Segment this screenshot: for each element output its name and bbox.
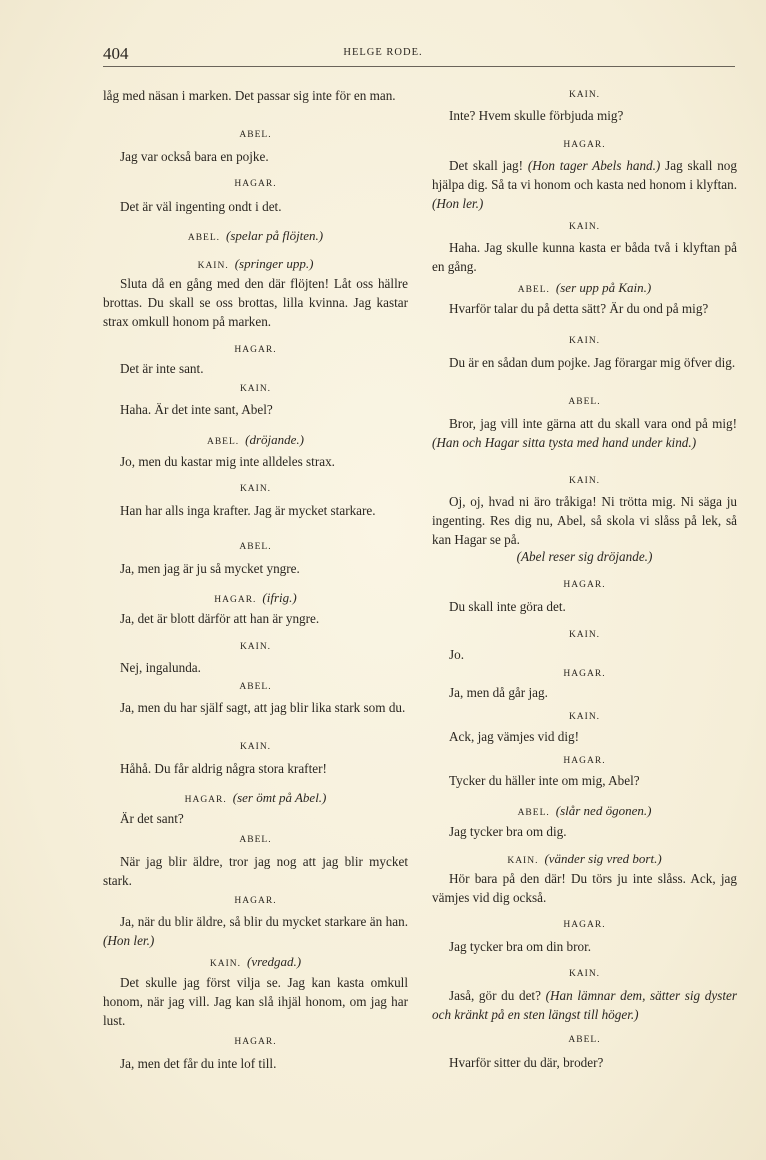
dialogue-line [103, 147, 408, 166]
speaker-name: KAIN. [239, 484, 272, 494]
speaker-heading [432, 278, 737, 300]
speaker-name: KAIN. [568, 712, 601, 722]
speaker-name: ABEL. [239, 835, 272, 845]
inline-stage-direction: (Hon ler.) [103, 933, 155, 948]
speaker-heading [432, 393, 737, 412]
dialogue-line [103, 559, 408, 578]
speaker-heading [103, 678, 408, 697]
dialogue-text: Han har alls inga krafter. Jag är mycket starkare. [120, 503, 376, 518]
dialogue-line [432, 156, 737, 213]
speaker-heading [103, 952, 408, 974]
dialogue-line [103, 759, 408, 778]
speaker-heading [103, 380, 408, 399]
stage-direction: (ser ömt på Abel.) [232, 790, 327, 805]
speaker-name: HAGAR. [234, 896, 277, 906]
dialogue-line [432, 937, 737, 956]
dialogue-text: Ja, men det får du inte lof till. [120, 1056, 277, 1071]
running-head: HELGE RODE. [343, 47, 423, 58]
speaker-heading [432, 86, 737, 105]
dialogue-line [103, 852, 408, 890]
dialogue-line [103, 698, 408, 717]
stage-direction: (slår ned ögonen.) [555, 803, 652, 818]
speaker-name: KAIN. [568, 630, 601, 640]
speaker-name: HAGAR. [214, 595, 257, 605]
speaker-name: HAGAR. [563, 669, 606, 679]
speaker-heading [103, 738, 408, 757]
speaker-heading [103, 430, 408, 452]
stage-direction: (dröjande.) [245, 432, 305, 447]
speaker-name: HAGAR. [234, 345, 277, 355]
speaker-heading [432, 626, 737, 645]
speaker-heading [103, 126, 408, 145]
speaker-name: HAGAR. [563, 756, 606, 766]
speaker-name: ABEL. [517, 808, 550, 818]
dialogue-line [432, 414, 737, 452]
speaker-name: KAIN. [568, 336, 601, 346]
speaker-heading [103, 480, 408, 499]
dialogue-line [103, 809, 408, 828]
speaker-name: ABEL. [239, 130, 272, 140]
dialogue-text: Ja, det är blott därför att han är yngre. [120, 611, 320, 626]
dialogue-line [103, 197, 408, 216]
speaker-heading [103, 892, 408, 911]
dialogue-line [432, 299, 737, 318]
speaker-name: KAIN. [239, 384, 272, 394]
dialogue-text: Jag tycker bra om dig. [449, 824, 567, 839]
speaker-heading [432, 708, 737, 727]
stage-direction: (Abel reser sig dröjande.) [516, 549, 653, 564]
stage-direction: (vredgad.) [247, 954, 302, 969]
dialogue-line [103, 452, 408, 471]
speaker-name: HAGAR. [563, 580, 606, 590]
dialogue-text: Jo. [449, 647, 465, 662]
speaker-heading [432, 752, 737, 771]
dialogue-text: Hör bara på den där! Du törs ju inte slåss. Ack, jag vämjes vid dig också. [432, 871, 737, 905]
speaker-name: ABEL. [239, 682, 272, 692]
dialogue-text: Ja, men jag är ju så mycket yngre. [120, 561, 300, 576]
dialogue-line [432, 106, 737, 125]
dialogue-text: Jaså, gör du det? [449, 988, 546, 1003]
speaker-name: HAGAR. [563, 920, 606, 930]
dialogue-line [432, 869, 737, 907]
speaker-name: KAIN. [568, 90, 601, 100]
dialogue-text: Ack, jag vämjes vid dig! [449, 729, 580, 744]
speaker-heading [103, 638, 408, 657]
dialogue-line [103, 912, 408, 950]
dialogue-line [103, 400, 408, 419]
speaker-heading [432, 1031, 737, 1050]
stage-direction: (vänder sig vred bort.) [544, 851, 662, 866]
stage-direction: (spelar på flöjten.) [226, 228, 324, 243]
dialogue-text: Bror, jag vill inte gärna att du skall vara ond på mig! [449, 416, 737, 431]
dialogue-line [103, 86, 408, 105]
speaker-name: KAIN. [239, 742, 272, 752]
speaker-heading [103, 226, 408, 248]
dialogue-text: Jo, men du kastar mig inte alldeles strax. [120, 454, 335, 469]
speaker-name: ABEL. [517, 285, 550, 295]
dialogue-text: Hvarför talar du på detta sätt? Är du ond på mig? [449, 301, 709, 316]
speaker-heading [103, 788, 408, 810]
speaker-heading [432, 665, 737, 684]
dialogue-text: Det skall jag! [449, 158, 528, 173]
speaker-heading [103, 538, 408, 557]
dialogue-line [432, 1053, 737, 1072]
speaker-heading [432, 801, 737, 823]
dialogue-text: Haha. Jag skulle kunna kasta er båda två i klyftan på en gång. [432, 240, 737, 274]
dialogue-text: Nej, ingalunda. [120, 660, 201, 675]
dialogue-text: Du skall inte göra det. [449, 599, 566, 614]
inline-stage-direction: (Han och Hagar sitta tysta med hand under kind.) [432, 435, 697, 450]
speaker-heading [103, 175, 408, 194]
dialogue-text: Ja, men du har själf sagt, att jag blir lika stark som du. [120, 700, 406, 715]
speaker-name: KAIN. [507, 856, 539, 866]
dialogue-line [103, 274, 408, 331]
speaker-name: KAIN. [568, 222, 601, 232]
dialogue-line [432, 771, 737, 790]
dialogue-line [432, 727, 737, 746]
speaker-heading [432, 472, 737, 491]
speaker-heading [432, 849, 737, 871]
dialogue-line [103, 609, 408, 628]
dialogue-text: Jag tycker bra om din bror. [449, 939, 592, 954]
speaker-name: KAIN. [568, 969, 601, 979]
speaker-name: HAGAR. [234, 179, 277, 189]
speaker-name: ABEL. [206, 437, 240, 447]
speaker-name: HAGAR. [184, 795, 227, 805]
dialogue-line [103, 973, 408, 1030]
dialogue-text: Jag var också bara en pojke. [120, 149, 269, 164]
dialogue-text: Det är inte sant. [120, 361, 204, 376]
inline-stage-direction: (Hon ler.) [432, 196, 484, 211]
stage-direction: (springer upp.) [234, 256, 314, 271]
speaker-heading [103, 341, 408, 360]
dialogue-line [432, 822, 737, 841]
dialogue-line [432, 597, 737, 616]
dialogue-line [432, 238, 737, 276]
speaker-name: ABEL. [568, 397, 601, 407]
speaker-heading [432, 576, 737, 595]
speaker-heading [103, 1033, 408, 1052]
speaker-name: KAIN. [209, 959, 242, 969]
dialogue-line [103, 1054, 408, 1073]
speaker-heading [432, 965, 737, 984]
stage-direction: (ifrig.) [262, 590, 297, 605]
speaker-heading [103, 831, 408, 850]
inline-stage-direction: (Han lämnar dem, sätter sig dyster och kränkt på en sten längst till höger.) [432, 988, 737, 1022]
dialogue-line [432, 645, 737, 664]
speaker-name: HAGAR. [563, 140, 606, 150]
dialogue-text: Ja, när du blir äldre, så blir du mycket starkare än han. [120, 914, 408, 929]
speaker-heading [432, 218, 737, 237]
dialogue-text: Är det sant? [120, 811, 184, 826]
speaker-name: KAIN. [568, 476, 601, 486]
dialogue-text: Sluta då en gång med den där flöjten! Låt oss hällre brottas. Du skall se oss brottas, lilla kvinna. Jag kastar strax omkull honom på marken. [103, 276, 408, 329]
speaker-heading [103, 588, 408, 610]
stage-direction: (ser upp på Kain.) [555, 280, 652, 295]
speaker-name: HAGAR. [234, 1037, 277, 1047]
dialogue-text: Det är väl ingenting ondt i det. [120, 199, 282, 214]
dialogue-text: När jag blir äldre, tror jag nog att jag blir mycket stark. [103, 854, 408, 888]
dialogue-text: Haha. Är det inte sant, Abel? [120, 402, 273, 417]
dialogue-text: Hvarför sitter du där, broder? [449, 1055, 604, 1070]
speaker-name: ABEL. [239, 542, 272, 552]
speaker-name: KAIN. [239, 642, 272, 652]
speaker-heading [432, 916, 737, 935]
dialogue-line [432, 986, 737, 1024]
header-rule [103, 66, 735, 67]
dialogue-text: Jag skall nog hjälpa dig. Så ta vi honom och kasta ned honom i klyftan. [432, 158, 737, 192]
speaker-heading [432, 332, 737, 351]
dialogue-text: Ja, men då går jag. [449, 685, 548, 700]
speaker-name: ABEL. [568, 1035, 601, 1045]
dialogue-line [432, 492, 737, 549]
dialogue-text: Oj, oj, hvad ni äro tråkiga! Ni trötta mig. Ni säga ju ingenting. Res dig nu, Abel, så skola vi slåss på lek, så kan Hagar se på. [432, 494, 737, 547]
dialogue-text: Tycker du häller inte om mig, Abel? [449, 773, 640, 788]
dialogue-line [103, 501, 408, 520]
dialogue-text: Håhå. Du får aldrig några stora krafter! [120, 761, 327, 776]
dialogue-text: låg med näsan i marken. Det passar sig inte för en man. [103, 88, 396, 103]
speaker-heading [103, 254, 408, 276]
dialogue-text: Inte? Hvem skulle förbjuda mig? [449, 108, 624, 123]
dialogue-text: Det skulle jag först vilja se. Jag kan kasta omkull honom, när jag vill. Jag kan slå ihjäl honom, om jag har lust. [103, 975, 408, 1028]
inline-stage-direction: (Hon tager Abels hand.) [527, 158, 661, 173]
speaker-name: ABEL. [187, 233, 221, 243]
dialogue-line [432, 683, 737, 702]
dialogue-line [103, 359, 408, 378]
speaker-heading [432, 136, 737, 155]
dialogue-line [432, 353, 737, 372]
dialogue-text: Du är en sådan dum pojke. Jag förargar mig öfver dig. [449, 355, 736, 370]
dialogue-line [103, 658, 408, 677]
speaker-name: KAIN. [197, 261, 229, 271]
page-number: 404 [103, 44, 129, 63]
